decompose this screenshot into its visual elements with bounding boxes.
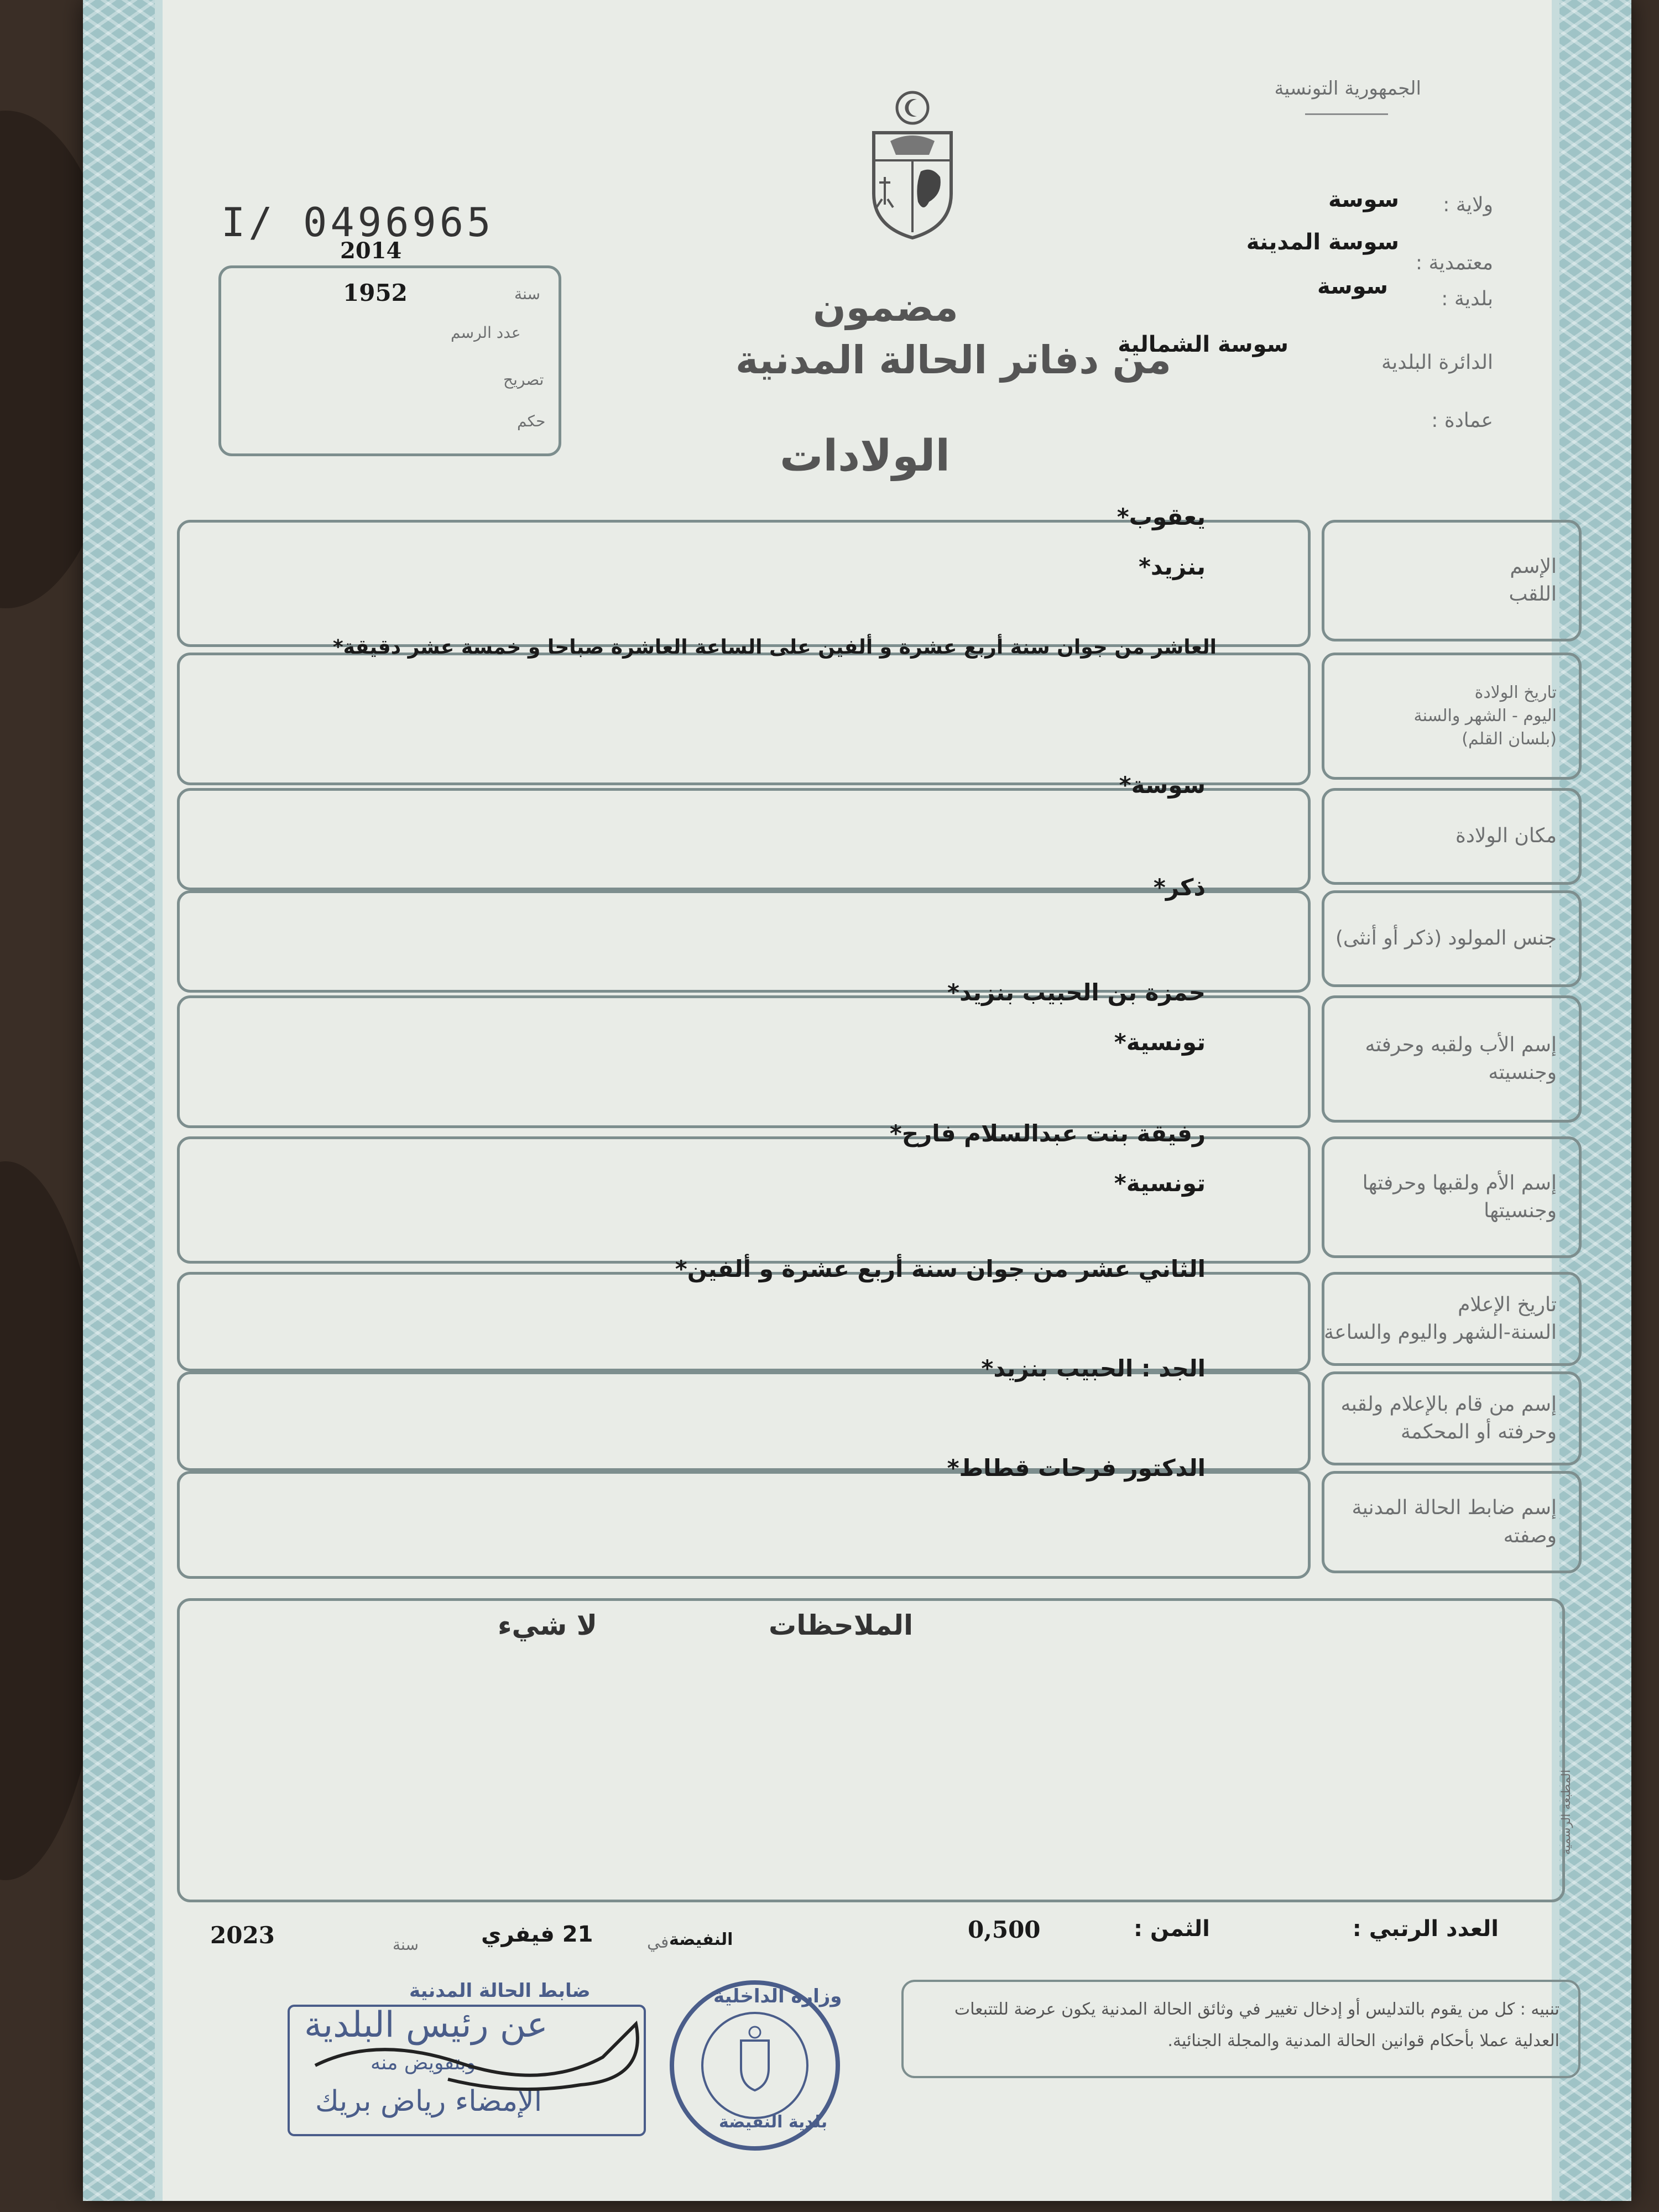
remarks-value: لا شيء [498, 1609, 597, 1641]
field-label-box [1322, 890, 1582, 987]
section-title: الولادات [780, 431, 951, 481]
republic-header: الجمهورية التونسية [1274, 77, 1421, 100]
delegation-value: سوسة المدينة [1246, 229, 1399, 255]
field-value: الثاني عشر من جوان سنة أربع عشرة و ألفين* [675, 1255, 1206, 1282]
officer-stamp-line1: عن رئيس البلدية [304, 2005, 548, 2046]
tunisia-coat-of-arms-icon [857, 88, 968, 249]
field-value: الدكتور فرحات قطاط* [947, 1454, 1206, 1481]
field-value: تونسية* [1114, 1170, 1206, 1197]
governorate-label: ولاية : [1443, 194, 1493, 216]
field-label: مكان الولادة [1455, 825, 1557, 848]
ref-year-label: سنة [514, 285, 540, 303]
field-value: تونسية* [1114, 1029, 1206, 1056]
field-value: حمزة بن الحبيب بنزيد* [947, 979, 1206, 1006]
notice-text: تنبيه : كل من يقوم بالتدليس أو إدخال تغيير في وثائق الحالة المدنية يكون عرضة للتتبعات العدلية عملا بأحكام قوانين الحالة المدنية والمجلة الجنائية. [954, 2000, 1559, 2051]
field-label: إسم من قام بالإعلام ولقبه [1340, 1392, 1557, 1416]
field-label: إسم الأب ولقبه وحرفته [1365, 1033, 1557, 1056]
field-label-box [1322, 1272, 1582, 1366]
field-label: جنس المولود (ذكر أو أنثى) [1335, 927, 1557, 950]
field-value-box [177, 653, 1311, 785]
issue-place: النفيضة [669, 1930, 733, 1949]
field-value: سوسة* [1119, 771, 1206, 799]
field-value-box [177, 520, 1311, 647]
republic-underline [1305, 113, 1388, 115]
governorate-value: سوسة [1328, 187, 1399, 212]
birth-certificate [83, 0, 1631, 2201]
field-label-box [1322, 1371, 1582, 1465]
field-label: إسم ضابط الحالة المدنية [1352, 1496, 1557, 1520]
order-number-label: العدد الرتبي : [1352, 1916, 1499, 1942]
field-value: يعقوب* [1117, 503, 1206, 530]
title-line1: مضمون [813, 285, 958, 330]
field-value: العاشر من جوان سنة أربع عشرة و ألفين على الساعة العاشرة صباحا و خمسة عشر دقيقة* [332, 636, 1217, 659]
field-label: تاريخ الإعلام [1458, 1293, 1557, 1316]
price-label: الثمن : [1134, 1916, 1210, 1942]
issue-date: 21 فيفري [481, 1922, 593, 1947]
field-value-box [177, 1471, 1311, 1579]
ref-number-label: عدد الرسم [451, 324, 521, 342]
field-label: إسم الأم ولقبها وحرفتها [1362, 1171, 1557, 1194]
field-label-box [1322, 995, 1582, 1123]
ref-year-value: 1952 [343, 279, 408, 306]
field-value: رفيقة بنت عبدالسلام فارح* [889, 1120, 1206, 1147]
municipality-value: سوسة [1317, 274, 1388, 299]
officer-stamp-line2: وبتفويض منه [371, 2052, 476, 2074]
field-value-box [177, 890, 1311, 993]
field-label: اليوم - الشهر والسنة [1413, 706, 1557, 726]
field-value-box [177, 788, 1311, 890]
municipality-label: بلدية : [1441, 288, 1493, 310]
omda-label: عمادة : [1431, 409, 1493, 432]
officer-stamp-line3: الإمضاء رياض بريك [315, 2085, 542, 2118]
serial-number: I/ 0496965 [221, 199, 494, 246]
field-label: وجنسيتها [1484, 1199, 1557, 1222]
round-stamp-top-text: وزارة الداخلية [713, 1985, 842, 2007]
field-label: تاريخ الولادة [1474, 683, 1557, 702]
field-label-box [1322, 1136, 1582, 1258]
field-label: وصفته [1503, 1524, 1557, 1547]
field-label-box [1322, 1471, 1582, 1573]
price-value: 0,500 [968, 1916, 1041, 1943]
issue-year: 2014 [340, 238, 402, 264]
printer-mark: المطبعة الرسمية [1559, 1770, 1573, 1855]
security-border-left [83, 0, 155, 2201]
remarks-label: الملاحظات [769, 1609, 914, 1641]
field-label-box [1322, 520, 1582, 641]
field-label: اللقب [1509, 583, 1557, 606]
field-value: ذكر* [1153, 874, 1206, 901]
field-value: بنزيد* [1138, 553, 1206, 580]
district-value: سوسة الشمالية [1118, 332, 1288, 357]
field-label: وجنسيته [1488, 1061, 1557, 1084]
issue-year-footer: 2023 [210, 1922, 275, 1949]
year-label: سنة [393, 1936, 419, 1954]
field-label: وحرفته أو المحكمة [1400, 1421, 1557, 1443]
field-label: السنة-الشهر واليوم والساعة [1324, 1321, 1557, 1344]
field-label: الإسم [1510, 555, 1557, 578]
district-label: الدائرة البلدية [1381, 351, 1493, 374]
round-stamp-bottom-text: بلدية النفيضة [719, 2112, 828, 2132]
in-label: في [647, 1933, 669, 1952]
ref-declaration-label: تصريح [503, 371, 544, 389]
remarks-box [177, 1598, 1565, 1902]
field-value-box [177, 1136, 1311, 1264]
field-value: الجد : الحبيب بنزيد* [981, 1355, 1206, 1382]
field-label: (بلسان القلم) [1462, 729, 1557, 749]
field-value-box [177, 995, 1311, 1128]
field-label-box [1322, 653, 1582, 780]
delegation-label: معتمدية : [1415, 252, 1493, 274]
handwritten-signature-icon [293, 2002, 680, 2112]
title-line2: من دفاتر الحالة المدنية [735, 337, 1172, 383]
field-label-box [1322, 788, 1582, 885]
officer-title: ضابط الحالة المدنية [409, 1980, 591, 2002]
ref-judgment-label: حكم [517, 412, 546, 430]
